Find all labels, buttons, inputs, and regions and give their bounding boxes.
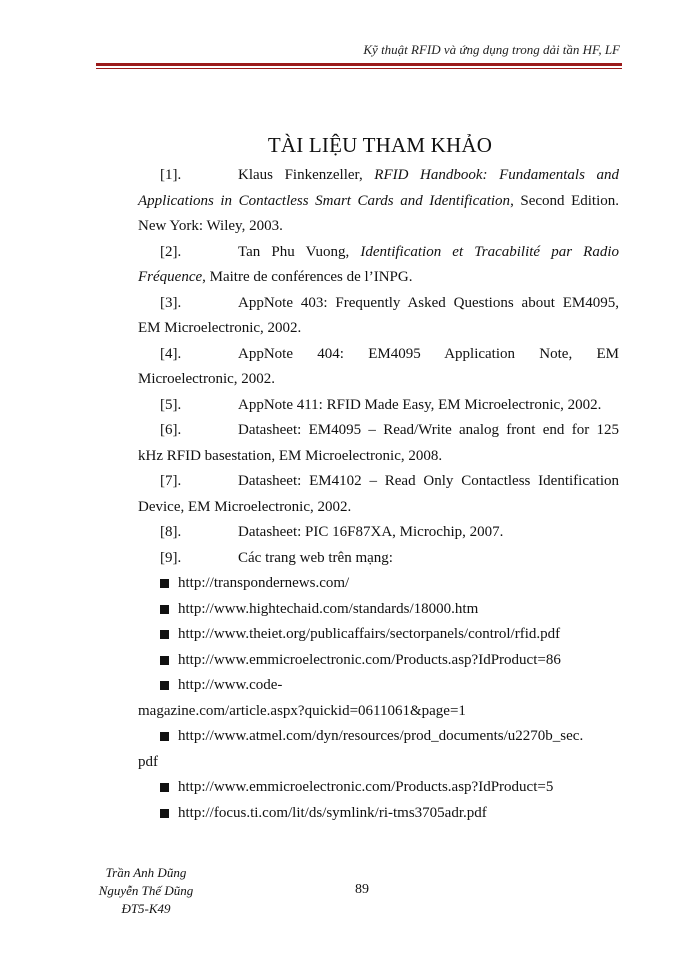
link-text-part: http://www.code- [178,677,283,693]
footer-authors [86,864,206,918]
link-text[interactable]: http://www.theiet.org/publicaffairs/sectorpanels/control/rfid.pdf [178,626,561,642]
header-rule-thick [96,63,622,66]
link-item [138,673,619,699]
reference-item: [4]. AppNote 404: EM4095 Application Note, EM Microelectronic, 2002. [138,342,619,393]
reference-item: [6]. Datasheet: EM4095 – Read/Write analog front end for 125 kHz RFID basestation, EM Microelectronic, 2008. [138,418,619,469]
link-item-continuation: pdf [138,753,158,770]
reference-number: [5]. [160,396,182,413]
link-item-continuation: magazine.com/article.aspx?quickid=0611061&page=1 [138,702,466,719]
reference-number: [4]. [160,345,182,362]
link-item [138,622,619,648]
link-item [138,571,619,597]
reference-item: [2]. Tan Phu Vuong, Identification et Tracabilité par Radio Fréquence, Maitre de conférences de l’INPG. [138,240,619,291]
bullet-square-icon [160,809,169,818]
reference-number: [8]. [160,524,182,540]
link-text[interactable]: http://www.emmicroelectronic.com/Products.asp?IdProduct=86 [178,651,561,668]
bullet-square-icon [160,732,169,741]
class-code: ĐT5-K49 [121,901,171,916]
link-text[interactable]: http://www.emmicroelectronic.com/Products.asp?IdProduct=5 [178,779,554,795]
reference-item: [9]. Các trang web trên mạng: [138,546,619,572]
link-text-part: http://www.atmel.com/dyn/resources/prod_documents/u2270b_sec. [178,728,584,744]
author-name: Trần Anh Dũng [105,865,187,880]
reference-number: [7]. [160,473,182,489]
reference-list [138,163,619,826]
page-number: 89 [355,882,369,897]
running-header: Kỹ thuật RFID và ứng dụng trong dải tần HF, LF [363,42,620,57]
reference-item: [1]. Klaus Finkenzeller, RFID Handbook: Fundamentals and Applications in Contactless Smart Cards and Identification, Second Edition. New York: Wiley, 2003. [138,163,619,240]
page-title: TÀI LIỆU THAM KHẢO [267,133,493,157]
link-item [138,597,619,623]
reference-item: [7]. Datasheet: EM4102 – Read Only Contactless Identification Device, EM Microelectronic, 2002. [138,469,619,520]
link-item [138,775,619,801]
bullet-square-icon [160,579,169,588]
reference-number: [1]. [160,167,182,183]
reference-number: [9]. [160,549,182,566]
link-text[interactable]: http://transpondernews.com/ [178,575,350,591]
bullet-square-icon [160,605,169,614]
reference-number: [6]. [160,422,182,438]
link-item [138,801,619,827]
link-text[interactable]: http://focus.ti.com/lit/ds/symlink/ri-tms3705adr.pdf [178,804,487,821]
reference-item: [5]. AppNote 411: RFID Made Easy, EM Microelectronic, 2002. [138,393,619,419]
link-item [138,724,619,750]
bullet-square-icon [160,783,169,792]
bullet-square-icon [160,630,169,639]
reference-number: [2]. [160,243,182,260]
reference-number: [3]. [160,294,182,311]
author-name: Nguyễn Thế Dũng [98,883,194,898]
reference-item: [3]. AppNote 403: Frequently Asked Questions about EM4095, EM Microelectronic, 2002. [138,291,619,342]
header-rule-thin [96,68,622,69]
reference-item: [8]. Datasheet: PIC 16F87XA, Microchip, 2007. [138,520,619,546]
bullet-square-icon [160,681,169,690]
link-item [138,648,619,674]
link-text[interactable]: http://www.hightechaid.com/standards/18000.htm [178,600,479,617]
bullet-square-icon [160,656,169,665]
